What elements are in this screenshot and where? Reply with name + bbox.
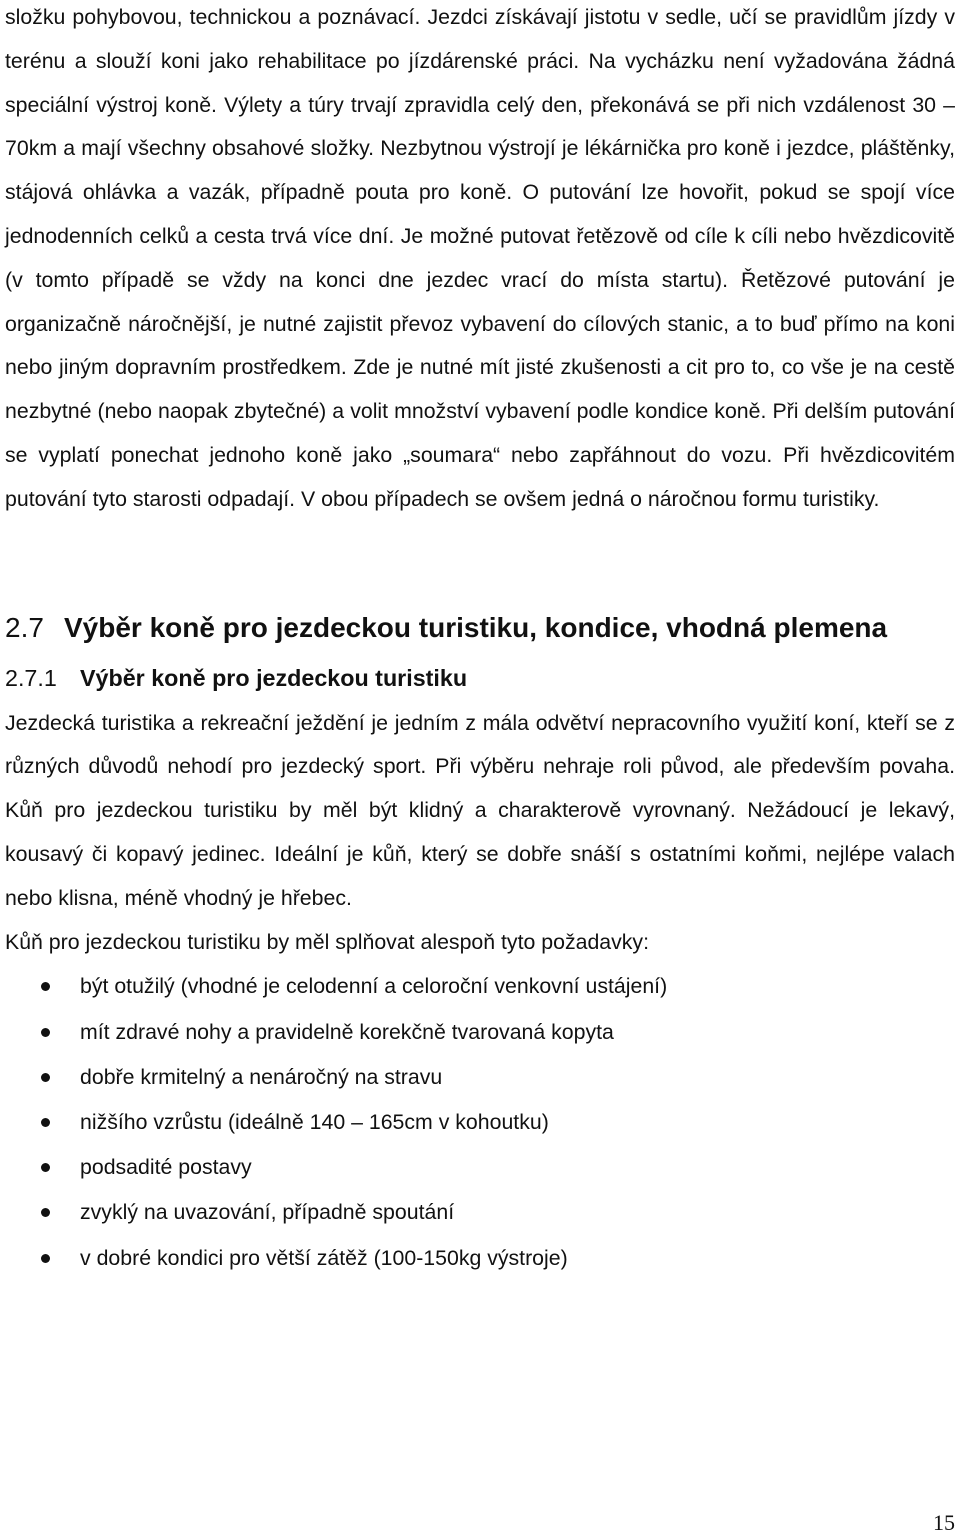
document-page — [5, 0, 955, 1281]
section-number: 2.7 — [5, 611, 44, 643]
list-item — [5, 1236, 955, 1281]
section-title: Výběr koně pro jezdeckou turistiku, kondice, vhodná plemena — [64, 611, 888, 643]
subsection-title: Výběr koně pro jezdeckou turistiku — [80, 664, 468, 691]
list-item-text: nižšího vzrůstu (ideálně 140 – 165cm v kohoutku) — [80, 1109, 549, 1134]
bullet-icon — [41, 1163, 50, 1172]
list-item — [5, 1100, 955, 1145]
list-item — [5, 1055, 955, 1100]
list-item-text: být otužilý (vhodné je celodenní a celoroční venkovní ustájení) — [80, 974, 668, 999]
requirements-intro: Kůň pro jezdeckou turistiku by měl splňovat alespoň tyto požadavky: — [5, 929, 649, 954]
bullet-icon — [41, 982, 50, 991]
page-number: 15 — [933, 1510, 955, 1535]
subsection-heading — [5, 660, 955, 696]
list-item-text: dobře krmitelný a nenáročný na stravu — [80, 1064, 443, 1089]
bullet-icon — [41, 1118, 50, 1127]
list-item — [5, 1190, 955, 1235]
list-item-text: v dobré kondici pro větší zátěž (100-150kg výstroje) — [80, 1245, 568, 1270]
intro-paragraph: složku pohybovou, technickou a poznávací. Jezdci získávají jistotu v sedle, učí se pravidlům jízdy v terénu a slouží koni jako rehabilitace po jízdárenské práci. Na vycházku není vyžadována žádná speciální výstroj koně. Výlety a túry trvají zpravidla celý den, překonává se při nich vzdálenost 30 – 70km a mají všechny obsahové složky. Nezbytnou výstrojí je lékárnička pro koně i jezdce, pláštěnky, stájová ohlávka a vazák, případně pouta pro koně. O putování lze hovořit, pokud se spojí více jednodenních celků a cesta trvá více dní. Je možné putovat řetězově od cíle k cíli nebo hvězdicovitě (v tomto případě se vždy na konci dne jezdec vrací do místa startu). Řetězové putování je organizačně náročnější, je nutné zajistit převoz vybavení do cílových stanic, a to buď přímo na koni nebo jiným dopravním prostředkem. Zde je nutné mít jisté zkušenosti a cit pro to, co vše je na cestě nezbytné (nebo naopak zbytečné) a volit množství vybavení podle kondice koně. Při delším putování se vyplatí ponechat jednoho koně jako „soumara“ nebo zapřáhnout do vozu. Při hvězdicovitém putování tyto starosti odpadají. V obou případech se ovšem jedná o náročnou formu turistiky. — [5, 5, 955, 511]
list-item-text: podsadité postavy — [80, 1155, 252, 1180]
requirements-list — [5, 964, 955, 1280]
bullet-icon — [41, 1028, 50, 1037]
section-heading — [5, 608, 955, 648]
list-item — [5, 1145, 955, 1190]
list-item — [5, 964, 955, 1009]
subsection-paragraph: Jezdecká turistika a rekreační ježdění je jedním z mála odvětví nepracovního využití koní, kteří se z různých důvodů nehodí pro jezdecký sport. Při výběru nehraje roli původ, ale především povaha. Kůň pro jezdeckou turistiku by měl být klidný a charakterově vyrovnaný. Nežádoucí je lekavý, kousavý či kopavý jedinec. Ideální je kůň, který se dobře snáší s ostatními koňmi, nejlépe valach nebo klisna, méně vhodný je hřebec. — [5, 710, 955, 910]
bullet-icon — [41, 1254, 50, 1263]
list-item-text: zvyklý na uvazování, případně spoutání — [80, 1200, 455, 1225]
subsection-number: 2.7.1 — [5, 664, 57, 691]
bullet-icon — [41, 1208, 50, 1217]
list-item-text: mít zdravé nohy a pravidelně korekčně tvarovaná kopyta — [80, 1019, 614, 1044]
list-item — [5, 1010, 955, 1055]
bullet-icon — [41, 1073, 50, 1082]
